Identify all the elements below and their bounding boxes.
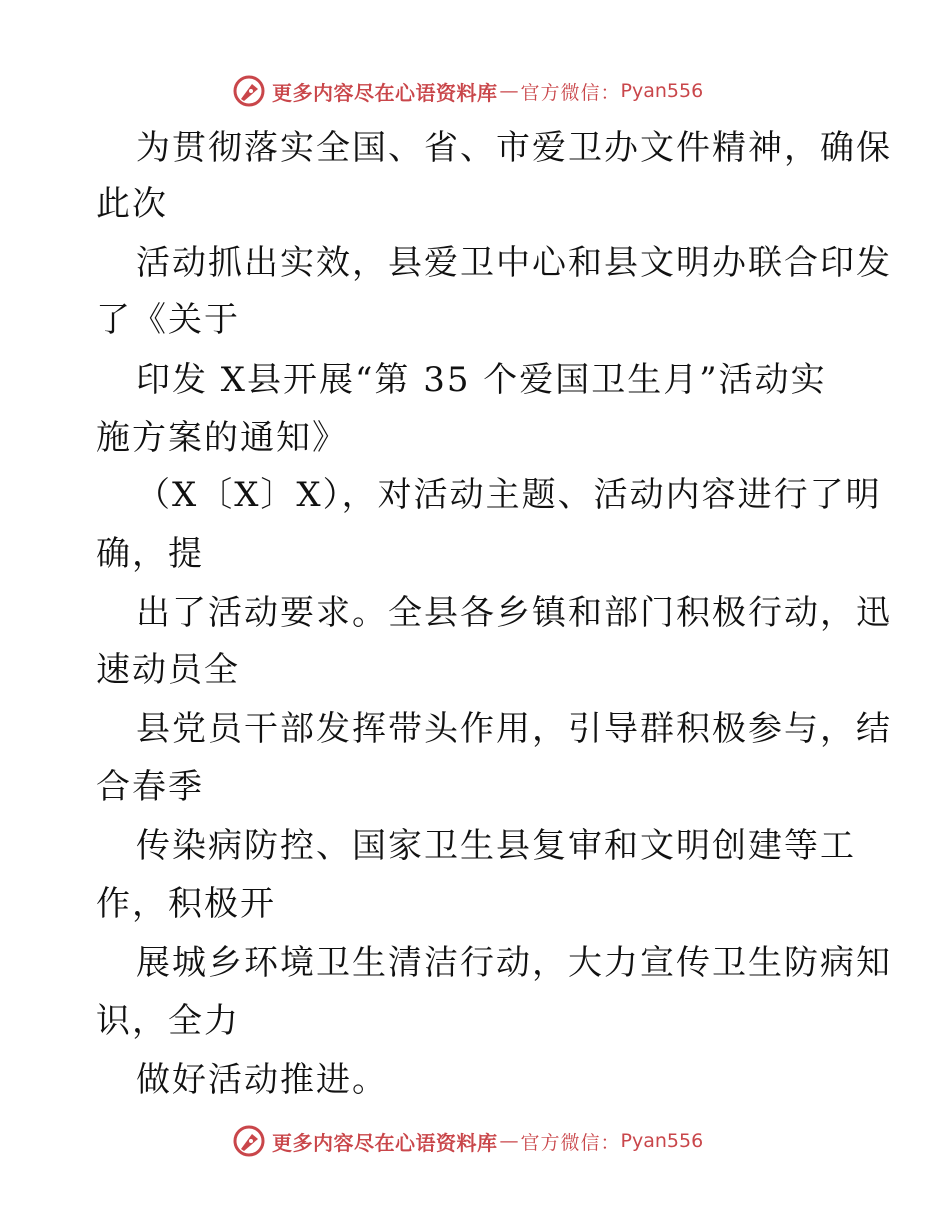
text-line: 速动员全 [96, 650, 240, 690]
text-line: 展城乡环境卫生清洁行动，大力宣传卫生防病知 [136, 943, 892, 983]
text-line: 了《关于 [96, 300, 240, 340]
watermark-separator: — [499, 1130, 519, 1152]
text-line: 出了活动要求。全县各乡镇和部门积极行动，迅 [136, 593, 892, 633]
text-line: （X〔X〕X），对活动主题、活动内容进行了明 [136, 475, 882, 515]
text-line: 识，全力 [96, 1001, 240, 1041]
text-line: 印发 X县开展“第 35 个爱国卫生月”活动实 [136, 360, 827, 400]
footer-watermark [232, 1121, 703, 1161]
header-watermark [232, 71, 703, 111]
watermark-sub-text: 官方微信： [520, 81, 621, 104]
text-line: 县党员干部发挥带头作用，引导群积极参与，结 [136, 709, 892, 749]
text-line: 此次 [96, 184, 168, 224]
watermark-main-text: 更多内容尽在心语资料库 [272, 1130, 498, 1155]
text-line: 做好活动推进。 [136, 1060, 388, 1100]
text-line: 合春季 [96, 767, 204, 807]
text-line: 施方案的通知》 [96, 418, 348, 458]
pen-nib-circle-icon [232, 74, 266, 108]
text-line: 确，提 [96, 534, 204, 574]
text-line: 活动抓出实效，县爱卫中心和县文明办联合印发 [136, 243, 892, 283]
text-line: 传染病防控、国家卫生县复审和文明创建等工 [136, 826, 856, 866]
watermark-account: Pyan556 [620, 1130, 704, 1152]
text-line: 为贯彻落实全国、省、市爱卫办文件精神，确保 [136, 128, 892, 168]
pen-nib-circle-icon [232, 1124, 266, 1158]
watermark-separator: — [499, 80, 519, 102]
watermark-main-text: 更多内容尽在心语资料库 [272, 80, 498, 105]
watermark-account: Pyan556 [620, 80, 704, 102]
watermark-sub-text: 官方微信： [520, 1131, 621, 1154]
text-line: 作，积极开 [96, 884, 276, 924]
